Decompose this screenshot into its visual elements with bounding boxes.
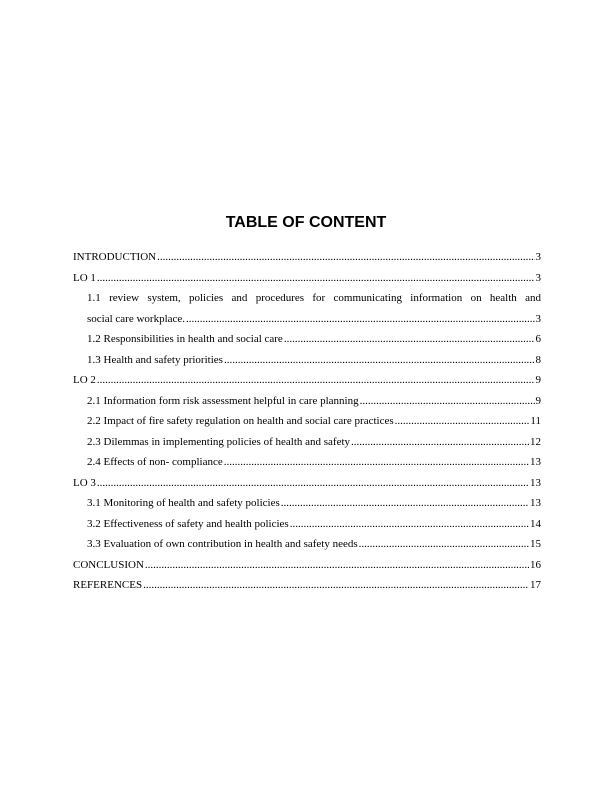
toc-page-number: 3 (535, 271, 541, 284)
toc-dot-leader (97, 370, 535, 391)
toc-entry-1-3[interactable] (73, 350, 541, 371)
toc-page-number: 14 (530, 517, 541, 530)
toc-page-number: 13 (530, 456, 541, 468)
toc-page-number: 13 (530, 476, 541, 489)
toc-entry-label: 3.1 Monitoring of health and safety policies (87, 497, 280, 509)
toc-dot-leader (186, 309, 534, 330)
toc-entry-label: 2.3 Dilemmas in implementing policies of health and safety (87, 435, 351, 448)
toc-title: TABLE OF CONTENT (225, 214, 387, 231)
toc-entry-references[interactable] (73, 575, 541, 596)
toc-page-number: 9 (535, 374, 541, 386)
toc-entry-label: LO 3 (73, 476, 96, 489)
toc-dot-leader (360, 391, 535, 412)
toc-page-number: 11 (530, 415, 541, 427)
toc-dot-leader (359, 534, 529, 555)
toc-dot-leader (395, 411, 530, 432)
toc-dot-leader (97, 473, 529, 494)
toc-dot-leader (281, 493, 529, 514)
toc-dot-leader (351, 432, 529, 453)
toc-dot-leader (97, 268, 535, 289)
toc-entry-3-1[interactable] (73, 493, 541, 514)
toc-entry-3-2[interactable] (73, 514, 541, 535)
toc-entry-label: 3.2 Effectiveness of safety and health policies (87, 517, 289, 530)
toc-entry-label-line1: 1.1 review system, policies and procedures for communicating information on health and (87, 292, 541, 304)
toc-entry-2-1[interactable] (73, 391, 541, 412)
toc-entry-conclusion[interactable] (73, 555, 541, 576)
toc-dot-leader (224, 350, 535, 371)
toc-entry-label: LO 2 (73, 374, 96, 386)
toc-dot-leader (224, 452, 529, 473)
toc-entry-introduction[interactable] (73, 247, 541, 268)
toc-entry-lo1[interactable] (73, 268, 541, 289)
toc-page-number: 3 (535, 312, 541, 325)
toc-page-number: 16 (530, 558, 541, 571)
toc-entry-label: CONCLUSION (73, 558, 144, 571)
toc-entry-label: 2.4 Effects of non- compliance (87, 456, 223, 468)
table-of-contents (73, 247, 541, 596)
toc-page-number: 3 (535, 251, 541, 263)
toc-entry-lo2[interactable] (73, 370, 541, 391)
toc-entry-3-3[interactable] (73, 534, 541, 555)
toc-dot-leader (284, 329, 535, 350)
toc-entry-label: 2.2 Impact of fire safety regulation on health and social care practices (87, 415, 394, 427)
toc-page-number: 17 (530, 579, 541, 591)
toc-entry-label: REFERENCES (73, 579, 143, 591)
toc-entry-1-2[interactable] (73, 329, 541, 350)
toc-dot-leader (157, 247, 534, 268)
toc-entry-label: LO 1 (73, 271, 96, 284)
toc-dot-leader (145, 555, 529, 576)
toc-entry-2-4[interactable] (73, 452, 541, 473)
toc-page-number: 8 (535, 353, 541, 366)
toc-page-number: 6 (535, 333, 541, 345)
toc-entry-label: 1.2 Responsibilities in health and social care (87, 333, 283, 345)
toc-page-number: 13 (530, 497, 541, 509)
toc-entry-label: 3.3 Evaluation of own contribution in health and safety needs (87, 538, 358, 550)
toc-dot-leader (143, 575, 529, 596)
toc-entry-label: 1.3 Health and safety priorities (87, 353, 223, 366)
toc-entry-1-1[interactable] (73, 288, 541, 329)
toc-page-number: 9 (535, 394, 541, 407)
toc-entry-2-3[interactable] (73, 432, 541, 453)
toc-page-number: 15 (530, 538, 541, 550)
toc-entry-label: 2.1 Information form risk assessment helpful in care planning (87, 394, 359, 407)
toc-page-number: 12 (530, 435, 541, 448)
toc-entry-lo3[interactable] (73, 473, 541, 494)
toc-entry-label-line2: social care workplace. (87, 312, 186, 325)
toc-entry-2-2[interactable] (73, 411, 541, 432)
toc-dot-leader (290, 514, 529, 535)
toc-entry-label: INTRODUCTION (73, 251, 157, 263)
